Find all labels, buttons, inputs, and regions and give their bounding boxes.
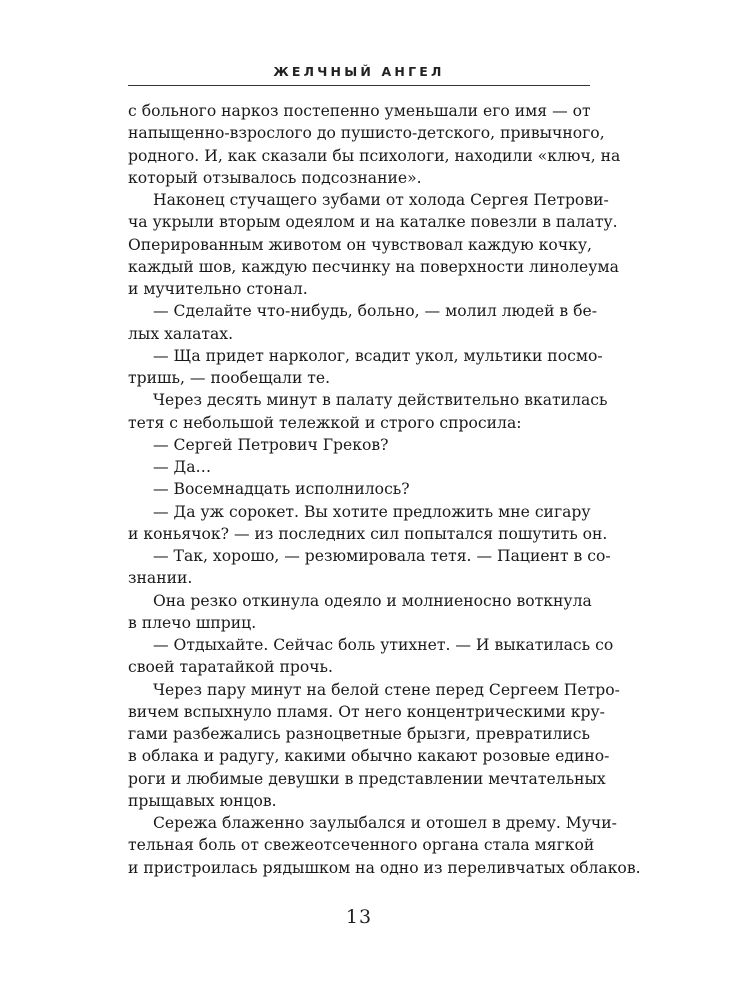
text-line: Наконец стучащего зубами от холода Сергея Петрови- [153, 191, 609, 209]
text-line: — Да… [153, 458, 212, 476]
text-line: тришь, — пообещали те. [128, 369, 331, 387]
text-line: и пристроилась рядышком на одно из переливчатых облаков. [128, 858, 641, 877]
body-text [128, 100, 641, 879]
paragraph [128, 100, 621, 189]
text-line: гами разбежались разноцветные брызги, превратились [128, 725, 590, 743]
text-line: в плечо шприц. [128, 613, 257, 632]
text-line: Сережа блаженно заулыбался и отошел в дрему. Мучи- [153, 814, 617, 832]
text-line: своей таратайкой прочь. [128, 658, 334, 677]
paragraph [128, 590, 590, 635]
text-line: в облака и радугу, какими обычно какают розовые едино- [128, 747, 610, 766]
paragraph [128, 545, 611, 590]
text-line: знании. [128, 569, 193, 588]
text-line: тетя с небольшой тележкой и строго спросила: [128, 413, 522, 432]
text-line: с больного наркоз постепенно уменьшали его имя — от [128, 102, 591, 120]
text-line: прыщавых юнцов. [128, 791, 277, 810]
text-line: — Так, хорошо, — резюмировала тетя. — Пациент в со- [153, 547, 611, 565]
text-line: вичем вспыхнуло пламя. От него концентрическими кру- [128, 702, 605, 721]
text-line: Через пару минут на белой стене перед Сергеем Петро- [153, 680, 620, 699]
running-title: ЖЕЛЧНЫЙ АНГЕЛ [273, 64, 445, 79]
paragraph [128, 679, 620, 813]
paragraph [128, 389, 608, 434]
text-line: лых халатах. [128, 324, 234, 343]
text-line: Оперированным животом он чувствовал каждую кочку, [128, 235, 593, 254]
paragraph [128, 812, 641, 879]
text-line: — Сергей Петрович Греков? [153, 435, 389, 454]
text-line: — Сделайте что-нибудь, больно, — молил людей в бе- [153, 302, 598, 321]
paragraph [128, 300, 598, 345]
header-rule [128, 85, 590, 86]
text-line: тельная боль от свежеотсеченного органа стала мягкой [128, 836, 595, 855]
text-line: — Да уж сорокет. Вы хотите предложить мне сигару [153, 502, 591, 521]
paragraph [128, 345, 603, 390]
text-line: — Отдыхайте. Сейчас боль утихнет. — И выкатилась со [153, 636, 614, 654]
page-number: 13 [345, 906, 373, 928]
text-line: — Ща придет нарколог, всадит укол, мультики посмо- [153, 346, 603, 365]
text-line: Она резко откинула одеяло и молниеносно воткнула [153, 591, 592, 610]
text-line: и коньячок? — из последних сил попытался пошутить он. [128, 524, 608, 543]
text-line: — Восемнадцать исполнилось? [153, 480, 410, 499]
paragraph [128, 634, 614, 679]
text-line: ча укрыли вторым одеялом и на каталке повезли в палату. [128, 213, 618, 232]
paragraph [128, 189, 619, 300]
text-line: который отзывалось подсознание». [128, 168, 422, 187]
paragraph [128, 434, 590, 456]
paragraph [128, 478, 590, 500]
text-line: роги и любимые девушки в представлении мечтательных [128, 769, 606, 788]
text-line: Через десять минут в палату действительно вкатилась [153, 391, 608, 410]
paragraph [128, 501, 608, 546]
text-line: напыщенно-взрослого до пушисто-детского, привычного, [128, 124, 605, 143]
text-line: и мучительно стонал. [128, 280, 308, 298]
text-line: каждый шов, каждую песчинку на поверхности линолеума [128, 257, 619, 276]
text-line: родного. И, как сказали бы психологи, находили «ключ, на [128, 146, 621, 165]
paragraph [128, 456, 590, 478]
